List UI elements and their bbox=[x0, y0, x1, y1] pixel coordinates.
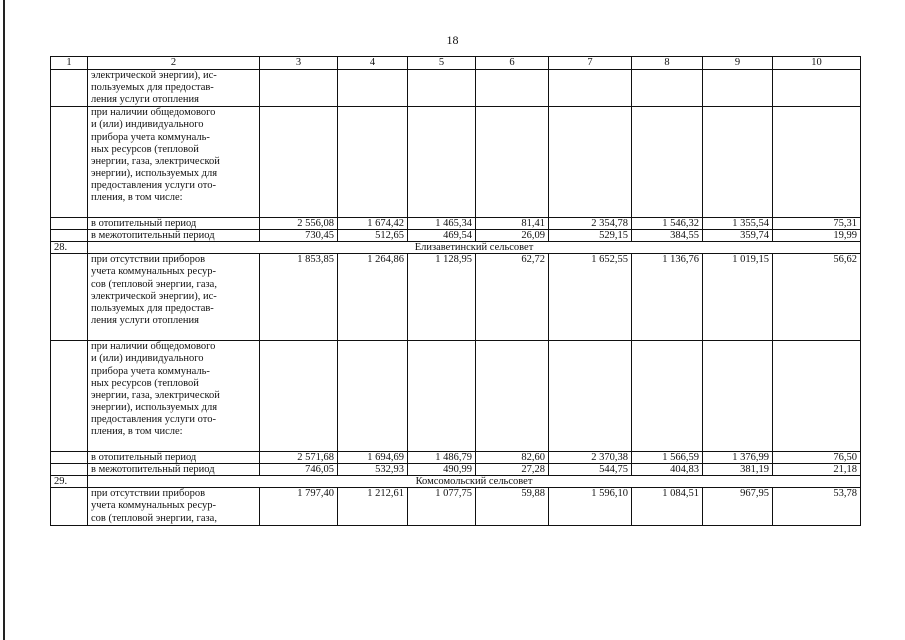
value-cell bbox=[338, 107, 408, 218]
value-cell bbox=[773, 107, 861, 218]
value-cell: 26,09 bbox=[476, 230, 549, 242]
value-cell bbox=[632, 107, 703, 218]
header-cell: 1 bbox=[51, 57, 88, 70]
header-cell: 5 bbox=[408, 57, 476, 70]
row-description: при отсутствии приборов учета коммунальных ресур- сов (тепловой энергии, газа, bbox=[88, 488, 260, 525]
value-cell: 529,15 bbox=[549, 230, 632, 242]
value-cell bbox=[476, 107, 549, 218]
value-cell bbox=[703, 341, 773, 452]
value-cell: 1 264,86 bbox=[338, 254, 408, 341]
section-number: 28. bbox=[51, 242, 88, 254]
value-cell: 967,95 bbox=[703, 488, 773, 525]
row-number-cell bbox=[51, 464, 88, 476]
section-header-row bbox=[51, 476, 861, 488]
value-cell: 490,99 bbox=[408, 464, 476, 476]
value-cell bbox=[260, 341, 338, 452]
value-cell: 1 797,40 bbox=[260, 488, 338, 525]
value-cell: 2 354,78 bbox=[549, 218, 632, 230]
value-cell: 27,28 bbox=[476, 464, 549, 476]
value-cell: 404,83 bbox=[632, 464, 703, 476]
header-cell: 10 bbox=[773, 57, 861, 70]
row-description: в отопительный период bbox=[88, 452, 260, 464]
section-title: Комсомольский сельсовет bbox=[88, 476, 861, 488]
value-cell: 384,55 bbox=[632, 230, 703, 242]
value-cell bbox=[632, 70, 703, 107]
value-cell bbox=[773, 341, 861, 452]
value-cell: 1 674,42 bbox=[338, 218, 408, 230]
row-description: в отопительный период bbox=[88, 218, 260, 230]
value-cell bbox=[773, 70, 861, 107]
value-cell bbox=[632, 341, 703, 452]
value-cell: 730,45 bbox=[260, 230, 338, 242]
value-cell: 1 084,51 bbox=[632, 488, 703, 525]
table-row bbox=[51, 230, 861, 242]
value-cell: 1 486,79 bbox=[408, 452, 476, 464]
value-cell bbox=[338, 70, 408, 107]
value-cell: 1 546,32 bbox=[632, 218, 703, 230]
table-row bbox=[51, 218, 861, 230]
value-cell: 75,31 bbox=[773, 218, 861, 230]
value-cell: 59,88 bbox=[476, 488, 549, 525]
row-number-cell bbox=[51, 218, 88, 230]
value-cell: 1 376,99 bbox=[703, 452, 773, 464]
value-cell: 469,54 bbox=[408, 230, 476, 242]
value-cell: 359,74 bbox=[703, 230, 773, 242]
table-row bbox=[51, 341, 861, 452]
value-cell: 1 566,59 bbox=[632, 452, 703, 464]
header-cell: 2 bbox=[88, 57, 260, 70]
page-number: 18 bbox=[446, 33, 459, 47]
value-cell: 1 128,95 bbox=[408, 254, 476, 341]
value-cell: 1 077,75 bbox=[408, 488, 476, 525]
value-cell bbox=[260, 70, 338, 107]
header-cell: 9 bbox=[703, 57, 773, 70]
value-cell: 56,62 bbox=[773, 254, 861, 341]
header-cell: 6 bbox=[476, 57, 549, 70]
value-cell: 2 370,38 bbox=[549, 452, 632, 464]
table-row bbox=[51, 488, 861, 525]
value-cell: 1 652,55 bbox=[549, 254, 632, 341]
value-cell: 82,60 bbox=[476, 452, 549, 464]
value-cell bbox=[260, 107, 338, 218]
value-cell: 1 853,85 bbox=[260, 254, 338, 341]
section-title: Елизаветинский сельсовет bbox=[88, 242, 861, 254]
header-cell: 4 bbox=[338, 57, 408, 70]
value-cell: 19,99 bbox=[773, 230, 861, 242]
header-cell: 3 bbox=[260, 57, 338, 70]
value-cell bbox=[408, 341, 476, 452]
value-cell: 1 355,54 bbox=[703, 218, 773, 230]
scan-edge-line bbox=[3, 0, 5, 640]
value-cell: 1 212,61 bbox=[338, 488, 408, 525]
value-cell: 1 136,76 bbox=[632, 254, 703, 341]
row-number-cell bbox=[51, 341, 88, 452]
table-row bbox=[51, 464, 861, 476]
value-cell: 53,78 bbox=[773, 488, 861, 525]
value-cell: 512,65 bbox=[338, 230, 408, 242]
header-cell: 8 bbox=[632, 57, 703, 70]
table-row bbox=[51, 452, 861, 464]
row-number-cell bbox=[51, 230, 88, 242]
table-row bbox=[51, 107, 861, 218]
table-row bbox=[51, 254, 861, 341]
row-number-cell bbox=[51, 488, 88, 525]
value-cell: 21,18 bbox=[773, 464, 861, 476]
row-description: при наличии общедомового и (или) индивидуального прибора учета коммуналь- ных ресурсов (тепловой энергии, газа, электрической энергии), используемых для предоставления услуги ото- пления, в том числе: bbox=[88, 107, 260, 218]
value-cell bbox=[549, 341, 632, 452]
value-cell bbox=[408, 107, 476, 218]
value-cell: 1 465,34 bbox=[408, 218, 476, 230]
value-cell bbox=[476, 70, 549, 107]
value-cell: 1 596,10 bbox=[549, 488, 632, 525]
value-cell: 62,72 bbox=[476, 254, 549, 341]
value-cell: 81,41 bbox=[476, 218, 549, 230]
section-number: 29. bbox=[51, 476, 88, 488]
value-cell: 2 556,08 bbox=[260, 218, 338, 230]
row-description: электрической энергии), ис- пользуемых для предостав- ления услуги отопления bbox=[88, 70, 260, 107]
value-cell: 381,19 bbox=[703, 464, 773, 476]
value-cell bbox=[408, 70, 476, 107]
value-cell: 532,93 bbox=[338, 464, 408, 476]
value-cell: 1 694,69 bbox=[338, 452, 408, 464]
value-cell: 76,50 bbox=[773, 452, 861, 464]
value-cell: 2 571,68 bbox=[260, 452, 338, 464]
row-number-cell bbox=[51, 254, 88, 341]
section-header-row bbox=[51, 242, 861, 254]
value-cell bbox=[476, 341, 549, 452]
table-row bbox=[51, 70, 861, 107]
value-cell bbox=[549, 107, 632, 218]
tariff-table bbox=[50, 56, 861, 526]
table-header-row bbox=[51, 57, 861, 70]
row-number-cell bbox=[51, 107, 88, 218]
header-cell: 7 bbox=[549, 57, 632, 70]
value-cell bbox=[549, 70, 632, 107]
row-description: при отсутствии приборов учета коммунальных ресур- сов (тепловой энергии, газа, электрической энергии), ис- пользуемых для предостав- ления услуги отопления bbox=[88, 254, 260, 341]
row-number-cell bbox=[51, 70, 88, 107]
value-cell: 746,05 bbox=[260, 464, 338, 476]
value-cell bbox=[338, 341, 408, 452]
row-description: при наличии общедомового и (или) индивидуального прибора учета коммуналь- ных ресурсов (тепловой энергии, газа, электрической энергии), используемых для предоставления услуги ото- пления, в том числе: bbox=[88, 341, 260, 452]
value-cell bbox=[703, 70, 773, 107]
row-description: в межотопительный период bbox=[88, 464, 260, 476]
value-cell: 544,75 bbox=[549, 464, 632, 476]
value-cell bbox=[703, 107, 773, 218]
row-number-cell bbox=[51, 452, 88, 464]
value-cell: 1 019,15 bbox=[703, 254, 773, 341]
row-description: в межотопительный период bbox=[88, 230, 260, 242]
